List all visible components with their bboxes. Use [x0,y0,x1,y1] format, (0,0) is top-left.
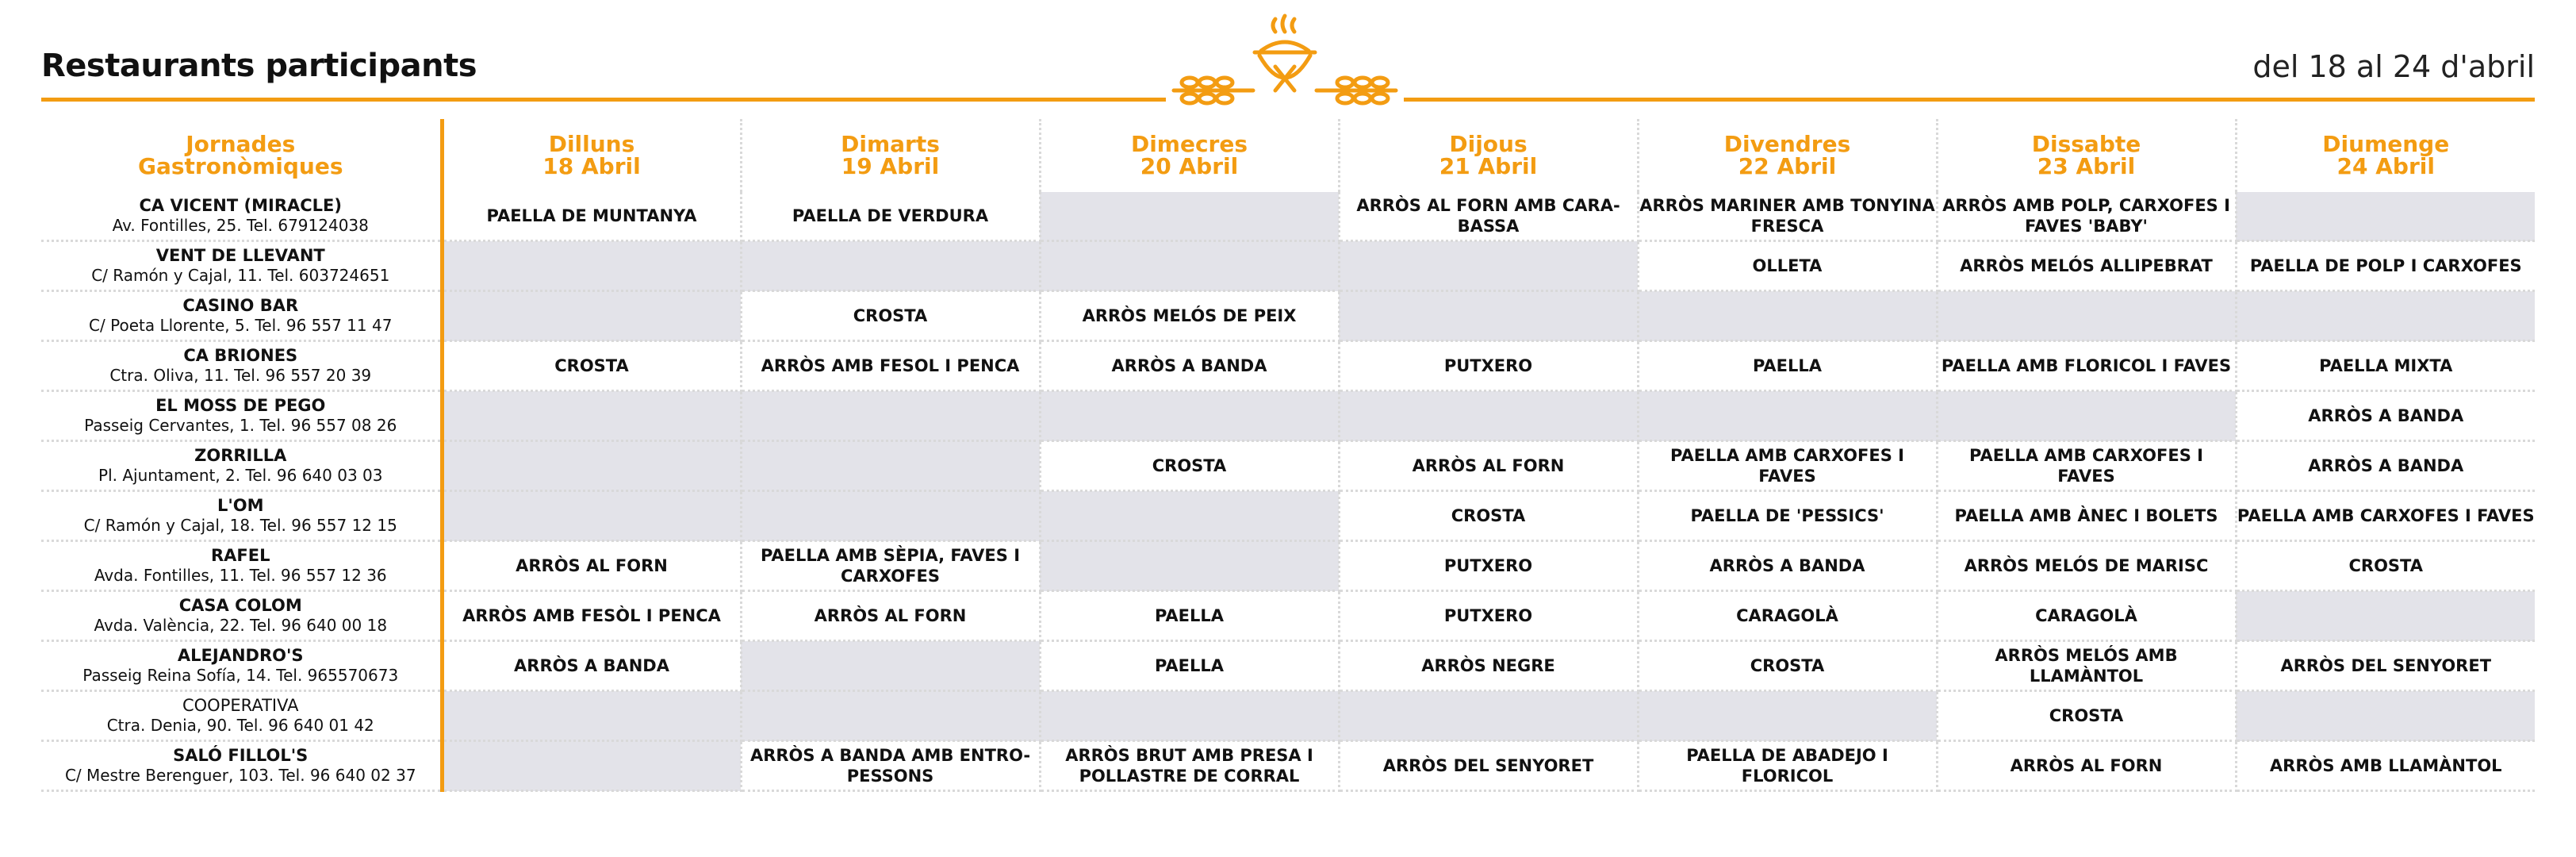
empty-cell [1040,491,1339,541]
header-line1: Dilluns [548,131,635,157]
table-row [41,341,2535,391]
table-row [41,391,2535,441]
dish-cell: PAELLA AMB ÀNEC I BOLETS [1937,491,2236,541]
table-row [41,291,2535,341]
dish-cell: ARRÒS A BANDA [2236,391,2535,441]
restaurant-cell [41,241,442,291]
empty-cell [1339,391,1638,441]
column-header-day [1638,119,1937,192]
header-line2: 18 Abril [542,153,641,179]
restaurant-name: ALEJANDRO'S [177,646,304,665]
dish-cell: PAELLA MIXTA [2236,341,2535,391]
dish-cell: CARAGOLÀ [1937,591,2236,641]
dish-cell: ARRÒS AL FORN AMB CARA-BASSA [1339,192,1638,241]
header-line1: Jornades [186,131,296,157]
restaurant-cell [41,691,442,741]
empty-cell [2236,691,2535,741]
dish-cell: PAELLA [1040,591,1339,641]
header-line2: Gastronòmiques [137,153,343,179]
dish-cell: CROSTA [2236,541,2535,591]
dish-cell: ARRÒS MELÓS DE PEIX [1040,291,1339,341]
table-body [41,192,2535,791]
table-row [41,441,2535,491]
header-row [41,119,2535,192]
header-line1: Dissabte [2031,131,2141,157]
restaurant-cell [41,291,442,341]
empty-cell [741,241,1040,291]
dish-cell: PUTXERO [1339,591,1638,641]
restaurant-name: CASA COLOM [178,596,302,615]
header-line2: 20 Abril [1140,153,1239,179]
table-row [41,591,2535,641]
column-header-day [2236,119,2535,192]
dish-cell: CROSTA [1339,491,1638,541]
schedule-table [41,119,2535,792]
header-line1: Dijous [1449,131,1528,157]
empty-cell [1040,241,1339,291]
empty-cell [442,691,741,741]
restaurant-address: Avda. Fontilles, 11. Tel. 96 557 12 36 [94,566,387,585]
column-header-day [442,119,741,192]
empty-cell [741,691,1040,741]
dish-cell: ARRÒS A BANDA AMB ENTRO-PESSONS [741,741,1040,791]
dish-cell: PAELLA DE MUNTANYA [442,192,741,241]
restaurant-cell [41,192,442,241]
table-row [41,241,2535,291]
date-range: del 18 al 24 d'abril [2252,49,2535,84]
dish-cell: OLLETA [1638,241,1937,291]
dish-cell: ARRÒS AMB FESÒL I PENCA [442,591,741,641]
empty-cell [1339,291,1638,341]
dish-cell: ARRÒS AMB POLP, CARXOFES I FAVES 'BABY' [1937,192,2236,241]
restaurant-name: CA VICENT (MIRACLE) [139,196,342,215]
restaurant-cell [41,591,442,641]
dish-cell: ARRÒS MARINER AMB TONYINA FRESCA [1638,192,1937,241]
restaurant-address: C/ Ramón y Cajal, 18. Tel. 96 557 12 15 [83,516,397,535]
dish-cell: PAELLA DE VERDURA [741,192,1040,241]
dish-cell: ARRÒS A BANDA [1040,341,1339,391]
header-line2: 19 Abril [841,153,940,179]
dish-cell: PAELLA AMB FLORICOL I FAVES [1937,341,2236,391]
table-row [41,541,2535,591]
empty-cell [1040,192,1339,241]
dish-cell: ARRÒS NEGRE [1339,641,1638,691]
restaurant-address: C/ Ramón y Cajal, 11. Tel. 603724651 [91,266,390,285]
header-line2: 21 Abril [1439,153,1538,179]
restaurant-cell [41,341,442,391]
empty-cell [442,741,741,791]
restaurant-cell [41,391,442,441]
dish-cell: ARRÒS AL FORN [1937,741,2236,791]
table-row [41,691,2535,741]
empty-cell [741,441,1040,491]
dish-cell: PAELLA [1638,341,1937,391]
column-header-day [1937,119,2236,192]
empty-cell [741,491,1040,541]
dish-cell: PAELLA AMB CARXOFES I FAVES [1638,441,1937,491]
dish-cell: CROSTA [442,341,741,391]
restaurant-address: Ctra. Oliva, 11. Tel. 96 557 20 39 [109,366,372,385]
dish-cell: ARRÒS AMB LLAMÀNTOL [2236,741,2535,791]
empty-cell [442,241,741,291]
restaurant-address: C/ Poeta Llorente, 5. Tel. 96 557 11 47 [89,316,393,335]
column-header-day [1339,119,1638,192]
dish-cell: ARRÒS AL FORN [442,541,741,591]
empty-cell [2236,192,2535,241]
restaurant-name: L'OM [217,496,264,515]
empty-cell [442,391,741,441]
empty-cell [442,441,741,491]
dish-cell: PAELLA AMB SÈPIA, FAVES I CARXOFES [741,541,1040,591]
empty-cell [1040,391,1339,441]
empty-cell [741,641,1040,691]
restaurant-address: Passeig Reina Sofía, 14. Tel. 965570673 [82,666,399,685]
dish-cell: ARRÒS MELÓS AMB LLAMÀNTOL [1937,641,2236,691]
column-header-day [741,119,1040,192]
dish-cell: ARRÒS AL FORN [741,591,1040,641]
empty-cell [1638,391,1937,441]
restaurant-cell [41,441,442,491]
header-line1: Diumenge [2322,131,2450,157]
dish-cell: ARRÒS AMB FESOL I PENCA [741,341,1040,391]
dish-cell: ARRÒS DEL SENYORET [1339,741,1638,791]
column-header-event [41,119,442,192]
header-line2: 24 Abril [2336,153,2435,179]
restaurant-cell [41,641,442,691]
restaurant-name: SALÓ FILLOL'S [173,746,309,765]
table-row [41,192,2535,241]
table-row [41,491,2535,541]
dish-cell: PUTXERO [1339,541,1638,591]
dish-cell: PAELLA DE ABADEJO I FLORICOL [1638,741,1937,791]
restaurant-name: CASINO BAR [182,296,299,315]
dish-cell: PAELLA AMB CARXOFES I FAVES [1937,441,2236,491]
dish-cell: ARRÒS MELÓS ALLIPEBRAT [1937,241,2236,291]
restaurant-address: Ctra. Denia, 90. Tel. 96 640 01 42 [106,716,374,735]
page-title: Restaurants participants [41,48,477,84]
restaurant-name: CA BRIONES [183,346,298,365]
table-row [41,741,2535,791]
empty-cell [1040,691,1339,741]
restaurant-address: Av. Fontilles, 25. Tel. 679124038 [112,216,369,235]
dish-cell: PAELLA AMB CARXOFES I FAVES [2236,491,2535,541]
dish-cell: PAELLA DE 'PESSICS' [1638,491,1937,541]
empty-cell [1339,691,1638,741]
restaurant-cell [41,541,442,591]
dish-cell: ARRÒS A BANDA [2236,441,2535,491]
dish-cell: ARRÒS MELÓS DE MARISC [1937,541,2236,591]
header-line2: 22 Abril [1738,153,1837,179]
dish-cell: PAELLA [1040,641,1339,691]
column-header-day [1040,119,1339,192]
restaurant-name: ZORRILLA [194,446,287,465]
empty-cell [2236,591,2535,641]
empty-cell [1638,291,1937,341]
restaurant-name: RAFEL [211,546,270,565]
empty-cell [1339,241,1638,291]
restaurant-name: VENT DE LLEVANT [155,246,325,265]
header-line2: 23 Abril [2037,153,2136,179]
header-line1: Dimarts [841,131,940,157]
empty-cell [1937,391,2236,441]
dish-cell: CROSTA [741,291,1040,341]
empty-cell [442,291,741,341]
restaurant-cell [41,741,442,791]
dish-cell: PUTXERO [1339,341,1638,391]
dish-cell: CROSTA [1638,641,1937,691]
restaurant-name: EL MOSS DE PEGO [155,396,326,415]
dish-cell: CROSTA [1040,441,1339,491]
restaurant-address: Avda. València, 22. Tel. 96 640 00 18 [94,616,388,635]
dish-cell: ARRÒS A BANDA [1638,541,1937,591]
table-row [41,641,2535,691]
restaurant-name: COOPERATIVA [182,696,299,715]
dish-cell: ARRÒS AL FORN [1339,441,1638,491]
empty-cell [1040,541,1339,591]
empty-cell [1937,291,2236,341]
dish-cell: ARRÒS DEL SENYORET [2236,641,2535,691]
restaurant-address: Pl. Ajuntament, 2. Tel. 96 640 03 03 [98,466,383,485]
restaurant-address: C/ Mestre Berenguer, 103. Tel. 96 640 02 37 [64,766,416,785]
dish-cell: ARRÒS A BANDA [442,641,741,691]
empty-cell [1638,691,1937,741]
header-line1: Divendres [1723,131,1851,157]
dish-cell: PAELLA DE POLP I CARXOFES [2236,241,2535,291]
empty-cell [442,491,741,541]
dish-cell: CROSTA [1937,691,2236,741]
dish-cell: ARRÒS BRUT AMB PRESA I POLLASTRE DE CORRAL [1040,741,1339,791]
restaurant-address: Passeig Cervantes, 1. Tel. 96 557 08 26 [84,416,397,435]
dish-cell: CARAGOLÀ [1638,591,1937,641]
empty-cell [741,391,1040,441]
empty-cell [2236,291,2535,341]
header-line1: Dimecres [1130,131,1248,157]
restaurant-cell [41,491,442,541]
